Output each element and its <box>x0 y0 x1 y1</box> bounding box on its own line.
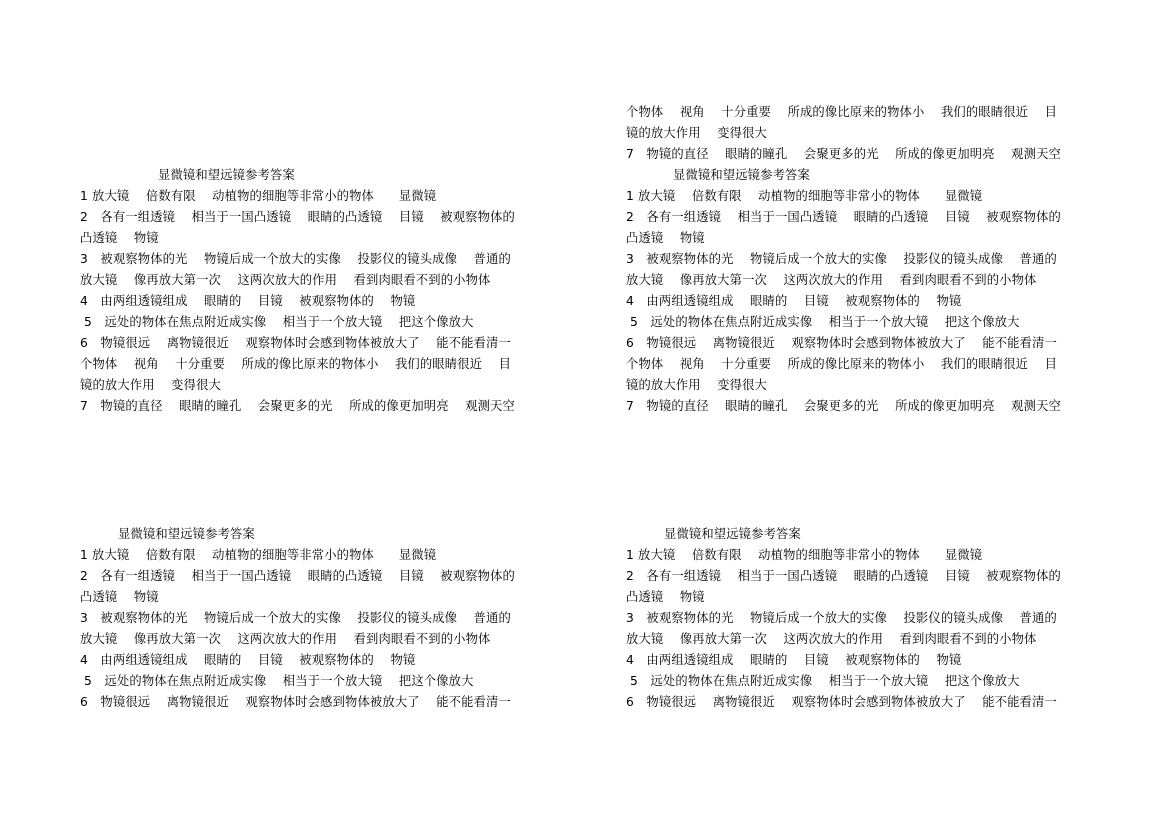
answer-line: 凸透镜 物镜 <box>626 590 705 604</box>
answer-title: 显微镜和望远镜参考答案 <box>158 168 295 182</box>
answer-line: 凸透镜 物镜 <box>80 590 159 604</box>
answer-line: 1 放大镜 倍数有限 动植物的细胞等非常小的物体 显微镜 <box>80 189 437 203</box>
answer-line: 镜的放大作用 变得很大 <box>80 378 221 392</box>
answer-line: 5 远处的物体在焦点附近成实像 相当于一个放大镜 把这个像放大 <box>626 315 1020 329</box>
answer-line: 2 各有一组透镜 相当于一国凸透镜 眼睛的凸透镜 目镜 被观察物体的 <box>626 569 1061 583</box>
answer-block-top-left <box>80 165 542 417</box>
answer-line: 5 远处的物体在焦点附近成实像 相当于一个放大镜 把这个像放大 <box>80 315 474 329</box>
answer-line: 5 远处的物体在焦点附近成实像 相当于一个放大镜 把这个像放大 <box>626 674 1020 688</box>
answer-line: 4 由两组透镜组成 眼睛的 目镜 被观察物体的 物镜 <box>626 294 962 308</box>
answer-line: 个物体 视角 十分重要 所成的像比原来的物体小 我们的眼睛很近 目 <box>626 357 1058 371</box>
answer-line: 7 物镜的直径 眼睛的瞳孔 会聚更多的光 所成的像更加明亮 观测天空 <box>626 147 1061 161</box>
answer-line: 7 物镜的直径 眼睛的瞳孔 会聚更多的光 所成的像更加明亮 观测天空 <box>626 399 1061 413</box>
answer-line: 凸透镜 物镜 <box>626 231 705 245</box>
answer-line: 1 放大镜 倍数有限 动植物的细胞等非常小的物体 显微镜 <box>626 189 983 203</box>
answer-line: 个物体 视角 十分重要 所成的像比原来的物体小 我们的眼睛很近 目 <box>80 357 512 371</box>
answer-line: 2 各有一组透镜 相当于一国凸透镜 眼睛的凸透镜 目镜 被观察物体的 <box>80 569 515 583</box>
answer-title: 显微镜和望远镜参考答案 <box>664 527 801 541</box>
answer-title: 显微镜和望远镜参考答案 <box>118 527 255 541</box>
answer-line: 6 物镜很远 离物镜很近 观察物体时会感到物体被放大了 能不能看清一 <box>80 336 511 350</box>
answer-line: 1 放大镜 倍数有限 动植物的细胞等非常小的物体 显微镜 <box>626 548 983 562</box>
answer-line: 6 物镜很远 离物镜很近 观察物体时会感到物体被放大了 能不能看清一 <box>626 336 1057 350</box>
answer-line: 4 由两组透镜组成 眼睛的 目镜 被观察物体的 物镜 <box>80 294 416 308</box>
answer-line: 3 被观察物体的光 物镜后成一个放大的实像 投影仪的镜头成像 普通的 <box>626 611 1057 625</box>
answer-line: 镜的放大作用 变得很大 <box>626 126 767 140</box>
answer-line: 1 放大镜 倍数有限 动植物的细胞等非常小的物体 显微镜 <box>80 548 437 562</box>
answer-block-bottom-left <box>80 524 542 713</box>
answer-line: 6 物镜很远 离物镜很近 观察物体时会感到物体被放大了 能不能看清一 <box>626 695 1057 709</box>
answer-line: 3 被观察物体的光 物镜后成一个放大的实像 投影仪的镜头成像 普通的 <box>80 611 511 625</box>
answer-line: 2 各有一组透镜 相当于一国凸透镜 眼睛的凸透镜 目镜 被观察物体的 <box>626 210 1061 224</box>
answer-line: 放大镜 像再放大第一次 这两次放大的作用 看到肉眼看不到的小物体 <box>626 632 1037 646</box>
answer-line: 4 由两组透镜组成 眼睛的 目镜 被观察物体的 物镜 <box>80 653 416 667</box>
answer-line: 7 物镜的直径 眼睛的瞳孔 会聚更多的光 所成的像更加明亮 观测天空 <box>80 399 515 413</box>
answer-line: 凸透镜 物镜 <box>80 231 159 245</box>
answer-line: 3 被观察物体的光 物镜后成一个放大的实像 投影仪的镜头成像 普通的 <box>626 252 1057 266</box>
answer-line: 5 远处的物体在焦点附近成实像 相当于一个放大镜 把这个像放大 <box>80 674 474 688</box>
answer-line: 6 物镜很远 离物镜很近 观察物体时会感到物体被放大了 能不能看清一 <box>80 695 511 709</box>
answer-block-bottom-right <box>626 524 1088 713</box>
answer-block-top-right <box>626 102 1088 417</box>
answer-line: 个物体 视角 十分重要 所成的像比原来的物体小 我们的眼睛很近 目 <box>626 105 1058 119</box>
answer-line: 放大镜 像再放大第一次 这两次放大的作用 看到肉眼看不到的小物体 <box>80 273 491 287</box>
answer-line: 镜的放大作用 变得很大 <box>626 378 767 392</box>
answer-line: 放大镜 像再放大第一次 这两次放大的作用 看到肉眼看不到的小物体 <box>626 273 1037 287</box>
answer-title: 显微镜和望远镜参考答案 <box>673 168 810 182</box>
answer-line: 4 由两组透镜组成 眼睛的 目镜 被观察物体的 物镜 <box>626 653 962 667</box>
answer-line: 3 被观察物体的光 物镜后成一个放大的实像 投影仪的镜头成像 普通的 <box>80 252 511 266</box>
answer-line: 放大镜 像再放大第一次 这两次放大的作用 看到肉眼看不到的小物体 <box>80 632 491 646</box>
answer-line: 2 各有一组透镜 相当于一国凸透镜 眼睛的凸透镜 目镜 被观察物体的 <box>80 210 515 224</box>
